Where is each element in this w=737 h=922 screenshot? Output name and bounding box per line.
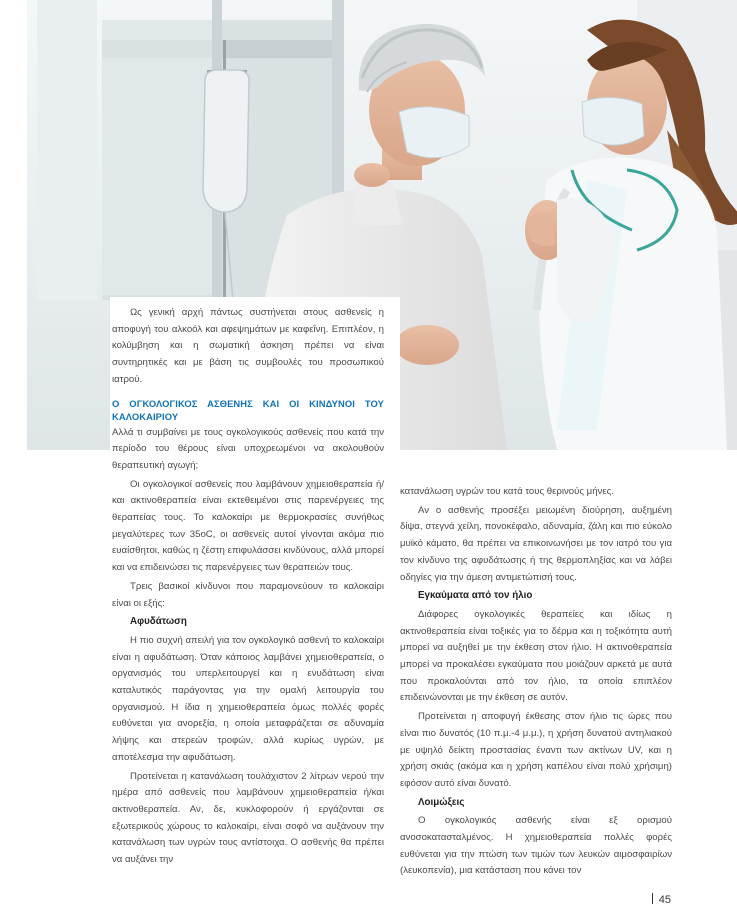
section-paragraph-1: Αλλά τι συμβαίνει με τους ογκολογικούς ασθενείς που κατά την περίοδο του θέρους είναι υποχρεωμένοι να ακολουθούν θεραπευτική αγωγή; [112,426,384,471]
section-paragraph-3: Τρεις βασικοί κίνδυνοι που παραμονεύουν το καλοκαίρι είναι οι εξής: [112,580,384,609]
sunburn-paragraph-2: Προτείνεται η αποφυγή έκθεσης στον ήλιο τις ώρες που είναι πιο δυνατός (10 π.μ.-4 μ.μ.), η χρήση δυνατού αντηλιακού με υψηλό δείκτη προστασίας έναντι των ακτίνων UV, και η χρήση σκιάς (ακόμα και η χρήση καπέλου είναι πολύ χρήσιμη) εφόσον αυτό είναι δυνατό. [400,711,672,789]
page-number-value: 45 [658,894,671,906]
right-column [400,484,672,882]
dehydration-paragraph-3: Αν ο ασθενής προσέξει μειωμένη διούρηση, αυξημένη δίψα, στεγνά χείλη, πονοκέφαλο, αδυναμία, ζάλη και πιο εύκολο μυϊκό κάματο, θα πρέπει να επικοινωνήσει με τον ιατρό του για τον κίνδυνο της αφυδάτωσης ή της θερμοπληξίας και να λάβει οδηγίες για την άμεση αντιμετώπισή τους. [400,504,672,583]
dehydration-paragraph-1: Η πιο συχνή απειλή για τον ογκολογικό ασθενή το καλοκαίρι είναι η αφυδάτωση. Όταν κάποιος λαμβάνει χημειοθεραπεία, ο οργανισμός του υπερλειτουργεί και η ενυδάτωση είναι καταλυτικός παράγοντας για την ομαλή λειτουργία του οργανισμού. Η ίδια η χημειοθεραπεία όμως πολλές φορές ευθύνεται για ανορεξία, η οποία μεταφράζεται σε αδυναμία λήψης και στερεών τροφών, αλλά κυρίως υγρών, με αποτέλεσμα την αφυδάτωση. [112,634,384,763]
infections-paragraph-1: Ο ογκολογικός ασθενής είναι εξ ορισμού ανοσοκατασταλμένος. Η χημειοθεραπεία πολλές φορές ευθύνεται για την πτώση των τιμών των λευκών αιμοσφαιρίων (λευκοπενία), μια κατάσταση που κάνει τον [400,815,672,877]
sunburn-title: Εγκαύματα από τον ήλιο [418,590,533,602]
sunburn-paragraph-1: Διάφορες ογκολογικές θεραπείες και ιδίως η ακτινοθεραπεία είναι τοξικές για το δέρμα και η τοξικότητα αυτή μπορεί να αυξηθεί με την έκθεση στον ήλιο. Η ακτινοθεραπεία μπορεί να προκαλέσει εγκαύματα που μοιάζουν αρκετά με αυτά που προκαλούνται από τον ήλιο, τα οποία επιπλέον επιδεινώνονται με την έκθεση σε αυτόν. [400,608,672,704]
section-paragraph-2: Οι ογκολογικοί ασθενείς που λαμβάνουν χημειοθεραπεία ή/και ακτινοθεραπεία είναι εκτεθειμένοι στις παρενέργειες της θεραπείας τους. Το καλοκαίρι με θερμοκρασίες συνήθως μεγαλύτερες των 35oC, οι ασθενείς αυτοί γίνονται ακόμα πιο ευαίσθητοι, καθώς η ζέστη επιφυλάσσει κινδύνους, αλλά μπορεί και να επιδεινώσει τις παρενέργειες των θεραπειών τους. [112,478,384,574]
intro-block [112,305,384,871]
dehydration-paragraph-2-continued: κατανάλωση υγρών του κατά τους θερινούς μήνες. [400,486,614,497]
dehydration-title: Αφυδάτωση [130,616,187,628]
intro-paragraph: Ως γενική αρχή πάντως συστήνεται στους ασθενείς η αποφυγή του αλκοόλ και αφεψημάτων με καφεΐνη. Επιπλέον, η κολύμβηση και η σωματική άσκηση πρέπει να είναι συντηρητικές και με βάση τις συμβουλές του προσωπικού ιατρού. [112,307,384,385]
page-number [652,893,671,906]
page-number-divider [652,893,653,904]
section-heading: Ο ΟΓΚΟΛΟΓΙΚΟΣ ΑΣΘΕΝΗΣ ΚΑΙ ΟΙ ΚΙΝΔΥΝΟΙ ΤΟΥ ΚΑΛΟΚΑΙΡΙΟΥ [112,397,384,422]
dehydration-paragraph-2: Προτείνεται η κατανάλωση τουλάχιστον 2 λίτρων νερού την ημέρα από ασθενείς που λαμβάνουν χημειοθεραπεία ή/και ακτινοθεραπεία. Αν, δε, κυκλοφορούν ή εργάζονται σε εξωτερικούς χώρους το καλοκαίρι, είναι σοφό να αυξάνουν την κατανάλωση των υγρών τους αντίστοιχα. Ο ασθενής θα πρέπει να αυξάνει την [112,770,384,866]
infections-title: Λοιμώξεις [418,796,465,808]
